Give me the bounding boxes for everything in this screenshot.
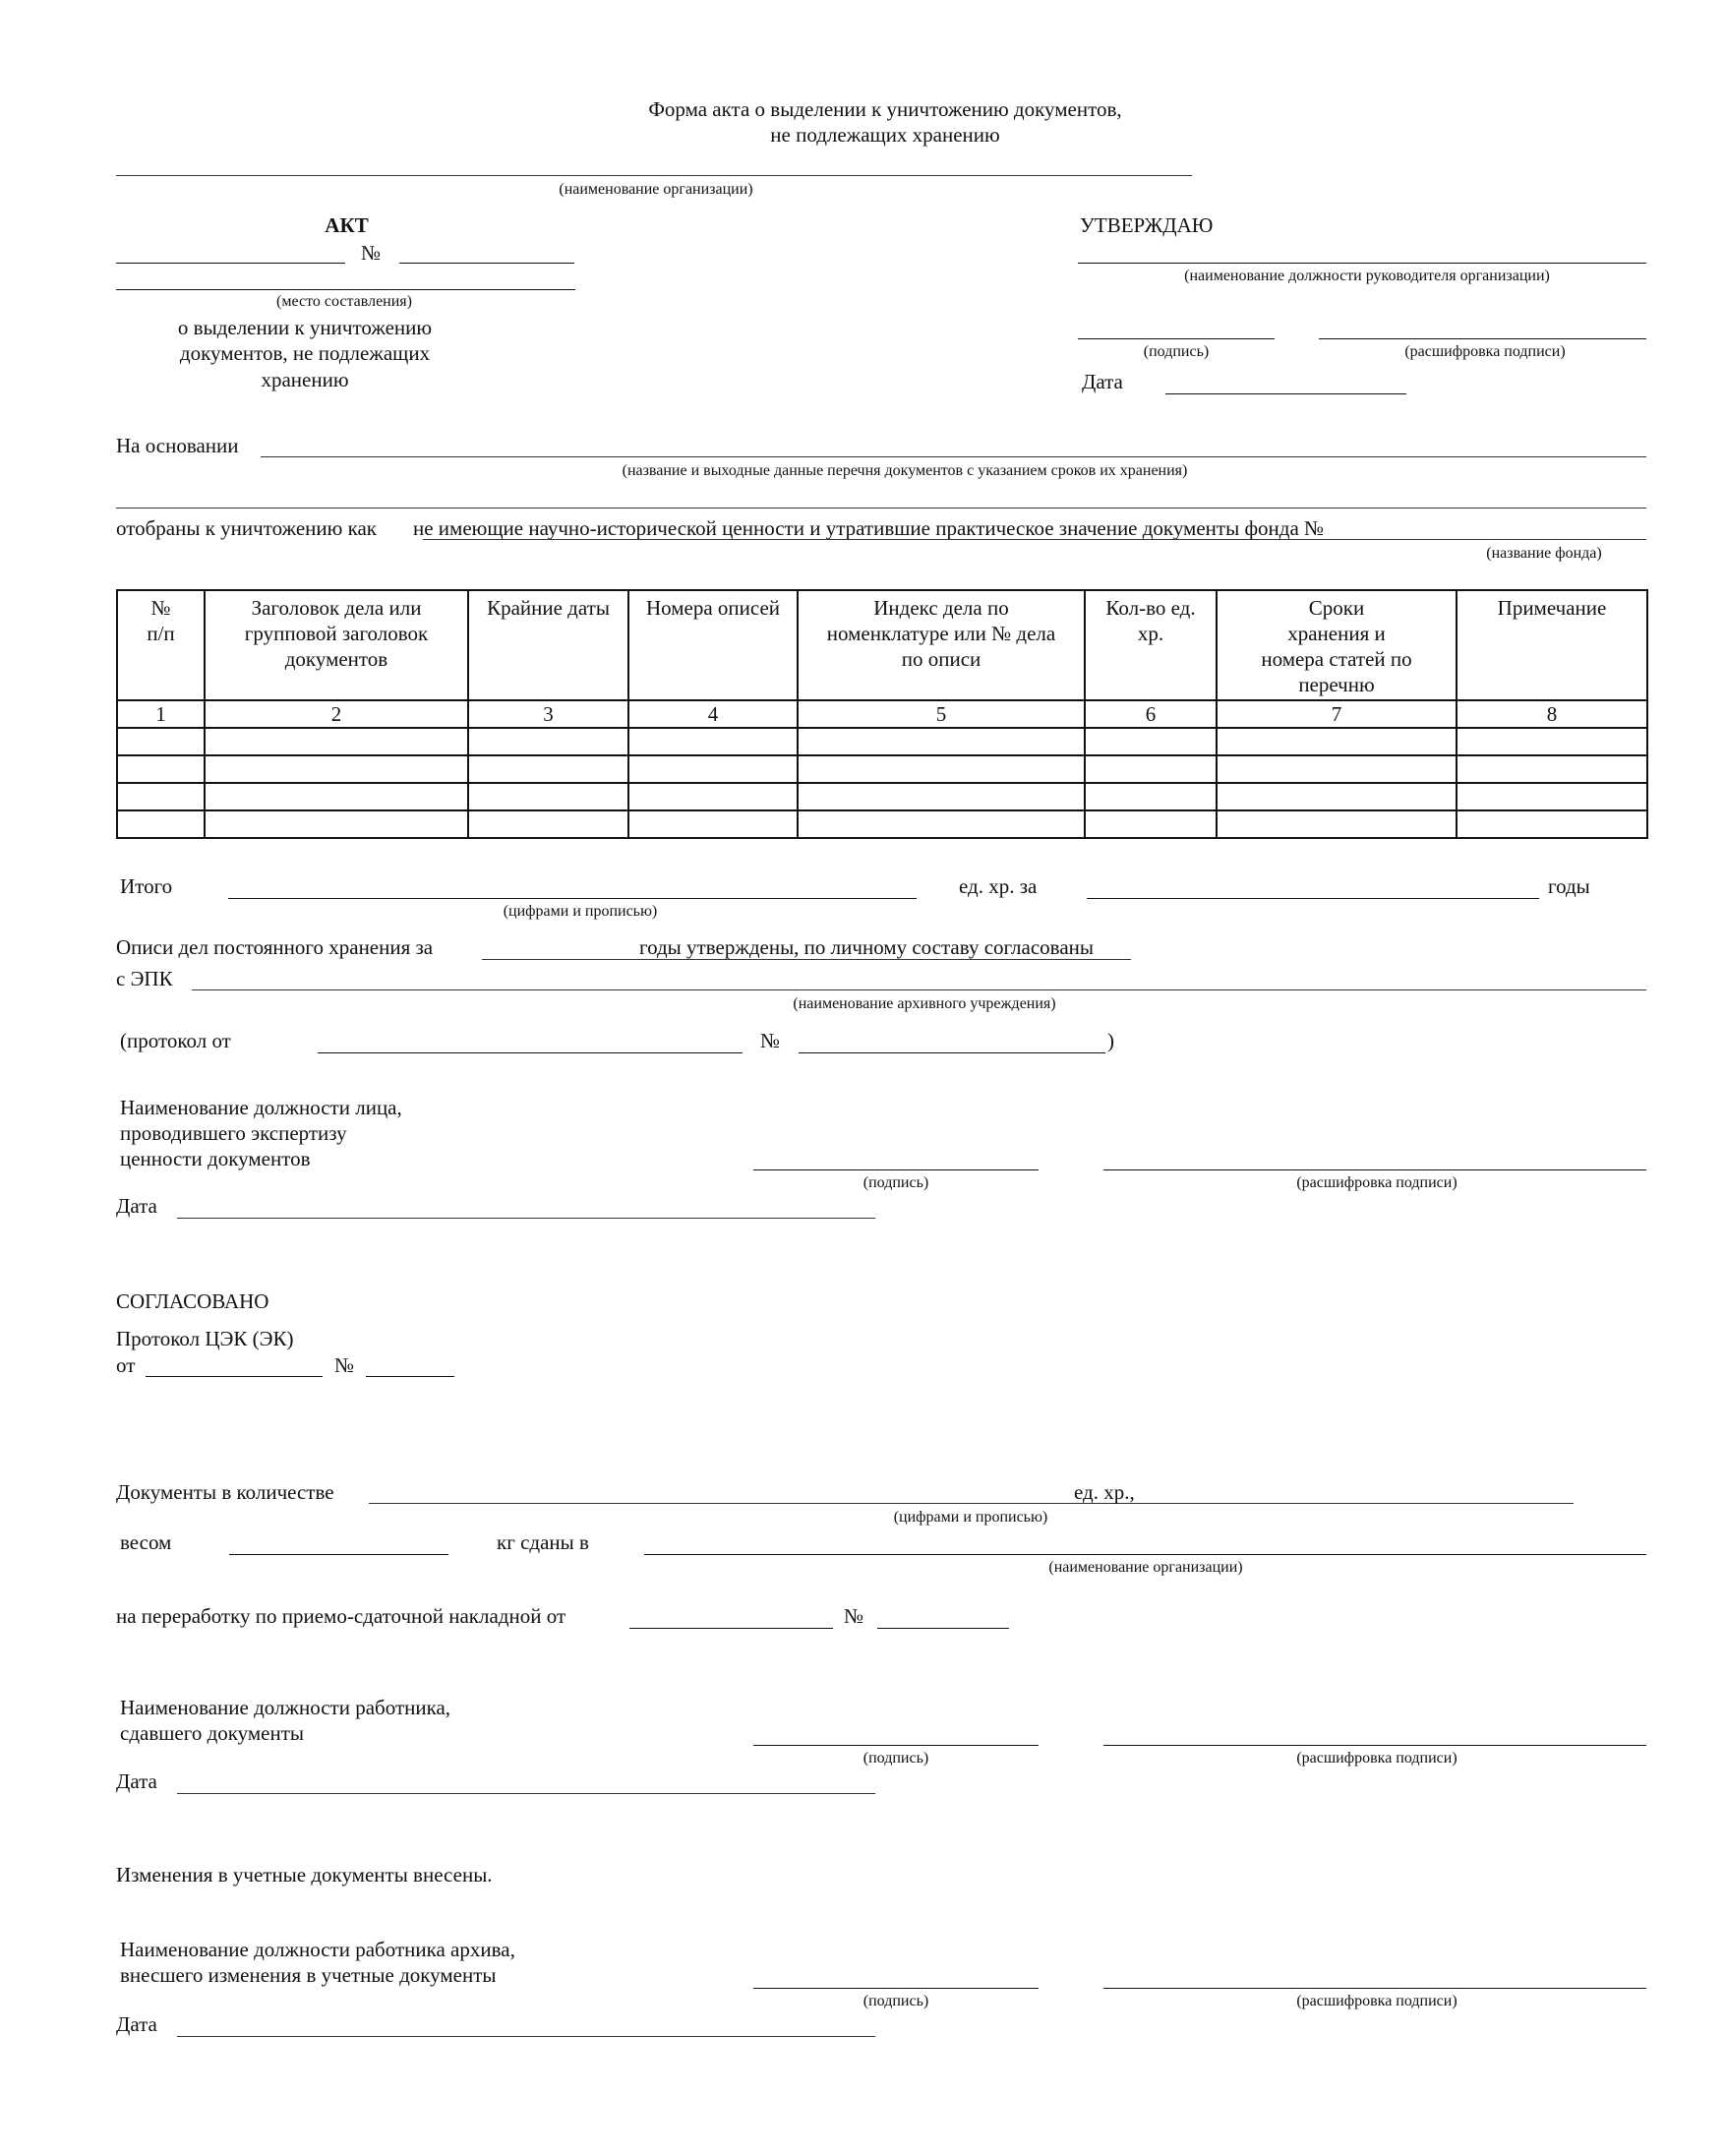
handover-date-label: Дата: [116, 1769, 157, 1793]
table-cell[interactable]: [1457, 810, 1647, 838]
approve-position-caption: (наименование должности руководителя организации): [1184, 268, 1550, 284]
table-cell[interactable]: [468, 728, 628, 755]
archive-worker-signature-line[interactable]: [753, 1988, 1039, 1989]
basis-label: На основании: [116, 434, 239, 457]
table-cell[interactable]: [628, 728, 798, 755]
table-cell[interactable]: [468, 783, 628, 810]
handover-line1: Наименование должности работника,: [120, 1696, 451, 1719]
act-subject-line2: документов, не подлежащих: [179, 341, 431, 365]
act-place-caption: (место составления): [276, 293, 412, 310]
documents-qty-label: Документы в количестве: [116, 1480, 334, 1504]
expert-line1: Наименование должности лица,: [120, 1096, 402, 1119]
documents-org-caption: (наименование организации): [1048, 1559, 1243, 1576]
approve-title: УТВЕРЖДАЮ: [1080, 213, 1214, 237]
table-header-cell: Индекс дела по номенклатуре или № дела по описи: [798, 590, 1085, 700]
table-cell[interactable]: [628, 755, 798, 783]
table-header-cell: Примечание: [1457, 590, 1647, 700]
documents-digits-caption: (цифрами и прописью): [893, 1509, 1048, 1526]
archive-worker-signature-caption: (подпись): [862, 1993, 929, 2009]
archive-worker-decoding-caption: (расшифровка подписи): [1296, 1993, 1457, 2009]
table-cell[interactable]: [1085, 728, 1217, 755]
approve-position-line[interactable]: [1078, 263, 1646, 264]
act-title: АКТ: [325, 213, 369, 237]
totals-digits-caption: (цифрами и прописью): [503, 903, 658, 920]
organization-line[interactable]: [116, 175, 1192, 176]
expert-signature-line[interactable]: [753, 1169, 1039, 1170]
table-header-cell: Крайние даты: [468, 590, 628, 700]
table-number-cell: 1: [117, 700, 205, 728]
agreed-from-label: от: [116, 1353, 136, 1377]
handover-decoding-line[interactable]: [1103, 1745, 1646, 1746]
table-cell[interactable]: [1457, 728, 1647, 755]
handover-line2: сдавшего документы: [120, 1721, 305, 1745]
form-title-line2: не подлежащих хранению: [770, 123, 1000, 147]
handover-date-line[interactable]: [177, 1793, 875, 1794]
inventories-suffix: годы утверждены, по личному составу согласованы: [639, 935, 1094, 959]
organization-caption: (наименование организации): [559, 181, 753, 198]
documents-number-sign: №: [844, 1604, 864, 1628]
epk-label: с ЭПК: [116, 967, 173, 990]
act-number-line[interactable]: [399, 263, 574, 264]
table-header-cell: Заголовок дела или групповой заголовок документов: [205, 590, 468, 700]
table-cell[interactable]: [205, 810, 468, 838]
table-cell[interactable]: [798, 755, 1085, 783]
table-cell[interactable]: [798, 810, 1085, 838]
table-cell[interactable]: [628, 810, 798, 838]
agreed-title: СОГЛАСОВАНО: [116, 1289, 269, 1313]
table-cell[interactable]: [1457, 755, 1647, 783]
table-cell[interactable]: [1217, 755, 1457, 783]
table-row: [117, 728, 1647, 755]
protocol-date-line[interactable]: [318, 1052, 743, 1053]
protocol-number-line[interactable]: [799, 1052, 1105, 1053]
table-cell[interactable]: [798, 783, 1085, 810]
table-cell[interactable]: [1217, 728, 1457, 755]
totals-units-label: ед. хр. за: [959, 874, 1038, 898]
documents-recycle-label: на переработку по приемо-сдаточной накладной от: [116, 1604, 566, 1628]
protocol-number-sign: №: [760, 1029, 781, 1052]
table-cell[interactable]: [205, 755, 468, 783]
handover-signature-caption: (подпись): [862, 1750, 929, 1767]
table-header-cell: Сроки хранения и номера статей по перечню: [1217, 590, 1457, 700]
archive-caption: (наименование архивного учреждения): [793, 995, 1056, 1012]
table-number-row: [117, 700, 1647, 728]
approve-date-label: Дата: [1082, 370, 1123, 393]
table-row: [117, 783, 1647, 810]
table-header-row: [117, 590, 1647, 700]
approve-decoding-caption: (расшифровка подписи): [1404, 343, 1566, 360]
epk-line[interactable]: [192, 989, 1646, 990]
protocol-close: ): [1107, 1029, 1114, 1052]
expert-date-line[interactable]: [177, 1218, 875, 1219]
agreed-date-line[interactable]: [146, 1376, 323, 1377]
documents-kg-label: кг сданы в: [497, 1530, 589, 1554]
table-cell[interactable]: [117, 783, 205, 810]
table-row: [117, 755, 1647, 783]
documents-org-line[interactable]: [644, 1554, 1646, 1555]
table-number-cell: 7: [1217, 700, 1457, 728]
expert-decoding-line[interactable]: [1103, 1169, 1646, 1170]
expert-signature-caption: (подпись): [862, 1174, 929, 1191]
basis-line[interactable]: [261, 456, 1646, 457]
expert-decoding-caption: (расшифровка подписи): [1296, 1174, 1457, 1191]
table-number-cell: 4: [628, 700, 798, 728]
table-cell[interactable]: [117, 755, 205, 783]
basis-caption: (название и выходные данные перечня документов с указанием сроков их хранения): [622, 462, 1188, 479]
totals-years-line[interactable]: [1087, 898, 1539, 899]
table-number-cell: 3: [468, 700, 628, 728]
fund-caption: (название фонда): [1486, 545, 1602, 562]
expert-line2: проводившего экспертизу: [120, 1121, 347, 1145]
act-subject-line1: о выделении к уничтожению: [177, 316, 433, 339]
handover-signature-line[interactable]: [753, 1745, 1039, 1746]
table-cell[interactable]: [798, 728, 1085, 755]
table-cell[interactable]: [205, 728, 468, 755]
table-row: [117, 810, 1647, 838]
totals-years-label: годы: [1548, 874, 1590, 898]
table-number-cell: 5: [798, 700, 1085, 728]
documents-weight-label: весом: [120, 1530, 172, 1554]
act-place-line-2[interactable]: [116, 289, 575, 290]
basis-line-2[interactable]: [116, 508, 1646, 509]
table-cell[interactable]: [205, 783, 468, 810]
protocol-label: (протокол от: [120, 1029, 231, 1052]
agreed-number-sign: №: [334, 1353, 355, 1377]
changes-text: Изменения в учетные документы внесены.: [116, 1863, 493, 1886]
archive-worker-line1: Наименование должности работника архива,: [120, 1938, 515, 1961]
archive-worker-line2: внесшего изменения в учетные документы: [120, 1963, 497, 1987]
table-cell[interactable]: [1085, 755, 1217, 783]
table-cell[interactable]: [1217, 810, 1457, 838]
documents-units-label: ед. хр.,: [1074, 1480, 1135, 1504]
table-number-cell: 8: [1457, 700, 1647, 728]
table-cell[interactable]: [628, 783, 798, 810]
table-cell[interactable]: [1085, 783, 1217, 810]
documents-invoice-date-line[interactable]: [629, 1628, 833, 1629]
approve-signature-caption: (подпись): [1143, 343, 1210, 360]
documents-table: [116, 589, 1648, 839]
table-cell[interactable]: [1457, 783, 1647, 810]
agreed-number-line[interactable]: [366, 1376, 454, 1377]
totals-count-line[interactable]: [228, 898, 917, 899]
documents-invoice-number-line[interactable]: [877, 1628, 1009, 1629]
form-title-line1: Форма акта о выделении к уничтожению документов,: [648, 97, 1122, 121]
act-number-sign: №: [361, 241, 382, 265]
table-cell[interactable]: [1085, 810, 1217, 838]
fund-line[interactable]: [423, 539, 1646, 540]
table-number-cell: 6: [1085, 700, 1217, 728]
table-cell[interactable]: [468, 755, 628, 783]
table-header-cell: Кол-во ед. хр.: [1085, 590, 1217, 700]
expert-line3: ценности документов: [120, 1147, 311, 1170]
approve-signature-line[interactable]: [1078, 338, 1275, 339]
basis-selected-prefix: отобраны к уничтожению как: [116, 516, 377, 540]
approve-decoding-line[interactable]: [1319, 338, 1646, 339]
inventories-prefix: Описи дел постоянного хранения за: [116, 935, 434, 959]
agreed-protocol: Протокол ЦЭК (ЭК): [116, 1327, 294, 1350]
table-cell[interactable]: [117, 728, 205, 755]
totals-label: Итого: [120, 874, 173, 898]
archive-worker-date-line[interactable]: [177, 2036, 875, 2037]
archive-worker-decoding-line[interactable]: [1103, 1988, 1646, 1989]
archive-worker-date-label: Дата: [116, 2012, 157, 2036]
documents-qty-line[interactable]: [369, 1503, 1574, 1504]
handover-decoding-caption: (расшифровка подписи): [1296, 1750, 1457, 1767]
approve-date-line[interactable]: [1165, 393, 1406, 394]
table-header-cell: № п/п: [117, 590, 205, 700]
table-cell[interactable]: [468, 810, 628, 838]
table-cell[interactable]: [1217, 783, 1457, 810]
table-number-cell: 2: [205, 700, 468, 728]
documents-weight-line[interactable]: [229, 1554, 448, 1555]
act-place-line[interactable]: [116, 263, 345, 264]
basis-selected-main: не имеющие научно-исторической ценности и утратившие практическое значение документы фонда №: [413, 516, 1325, 540]
table-cell[interactable]: [117, 810, 205, 838]
expert-date-label: Дата: [116, 1194, 157, 1218]
table-header-cell: Номера описей: [628, 590, 798, 700]
act-subject-line3: хранению: [261, 368, 349, 391]
